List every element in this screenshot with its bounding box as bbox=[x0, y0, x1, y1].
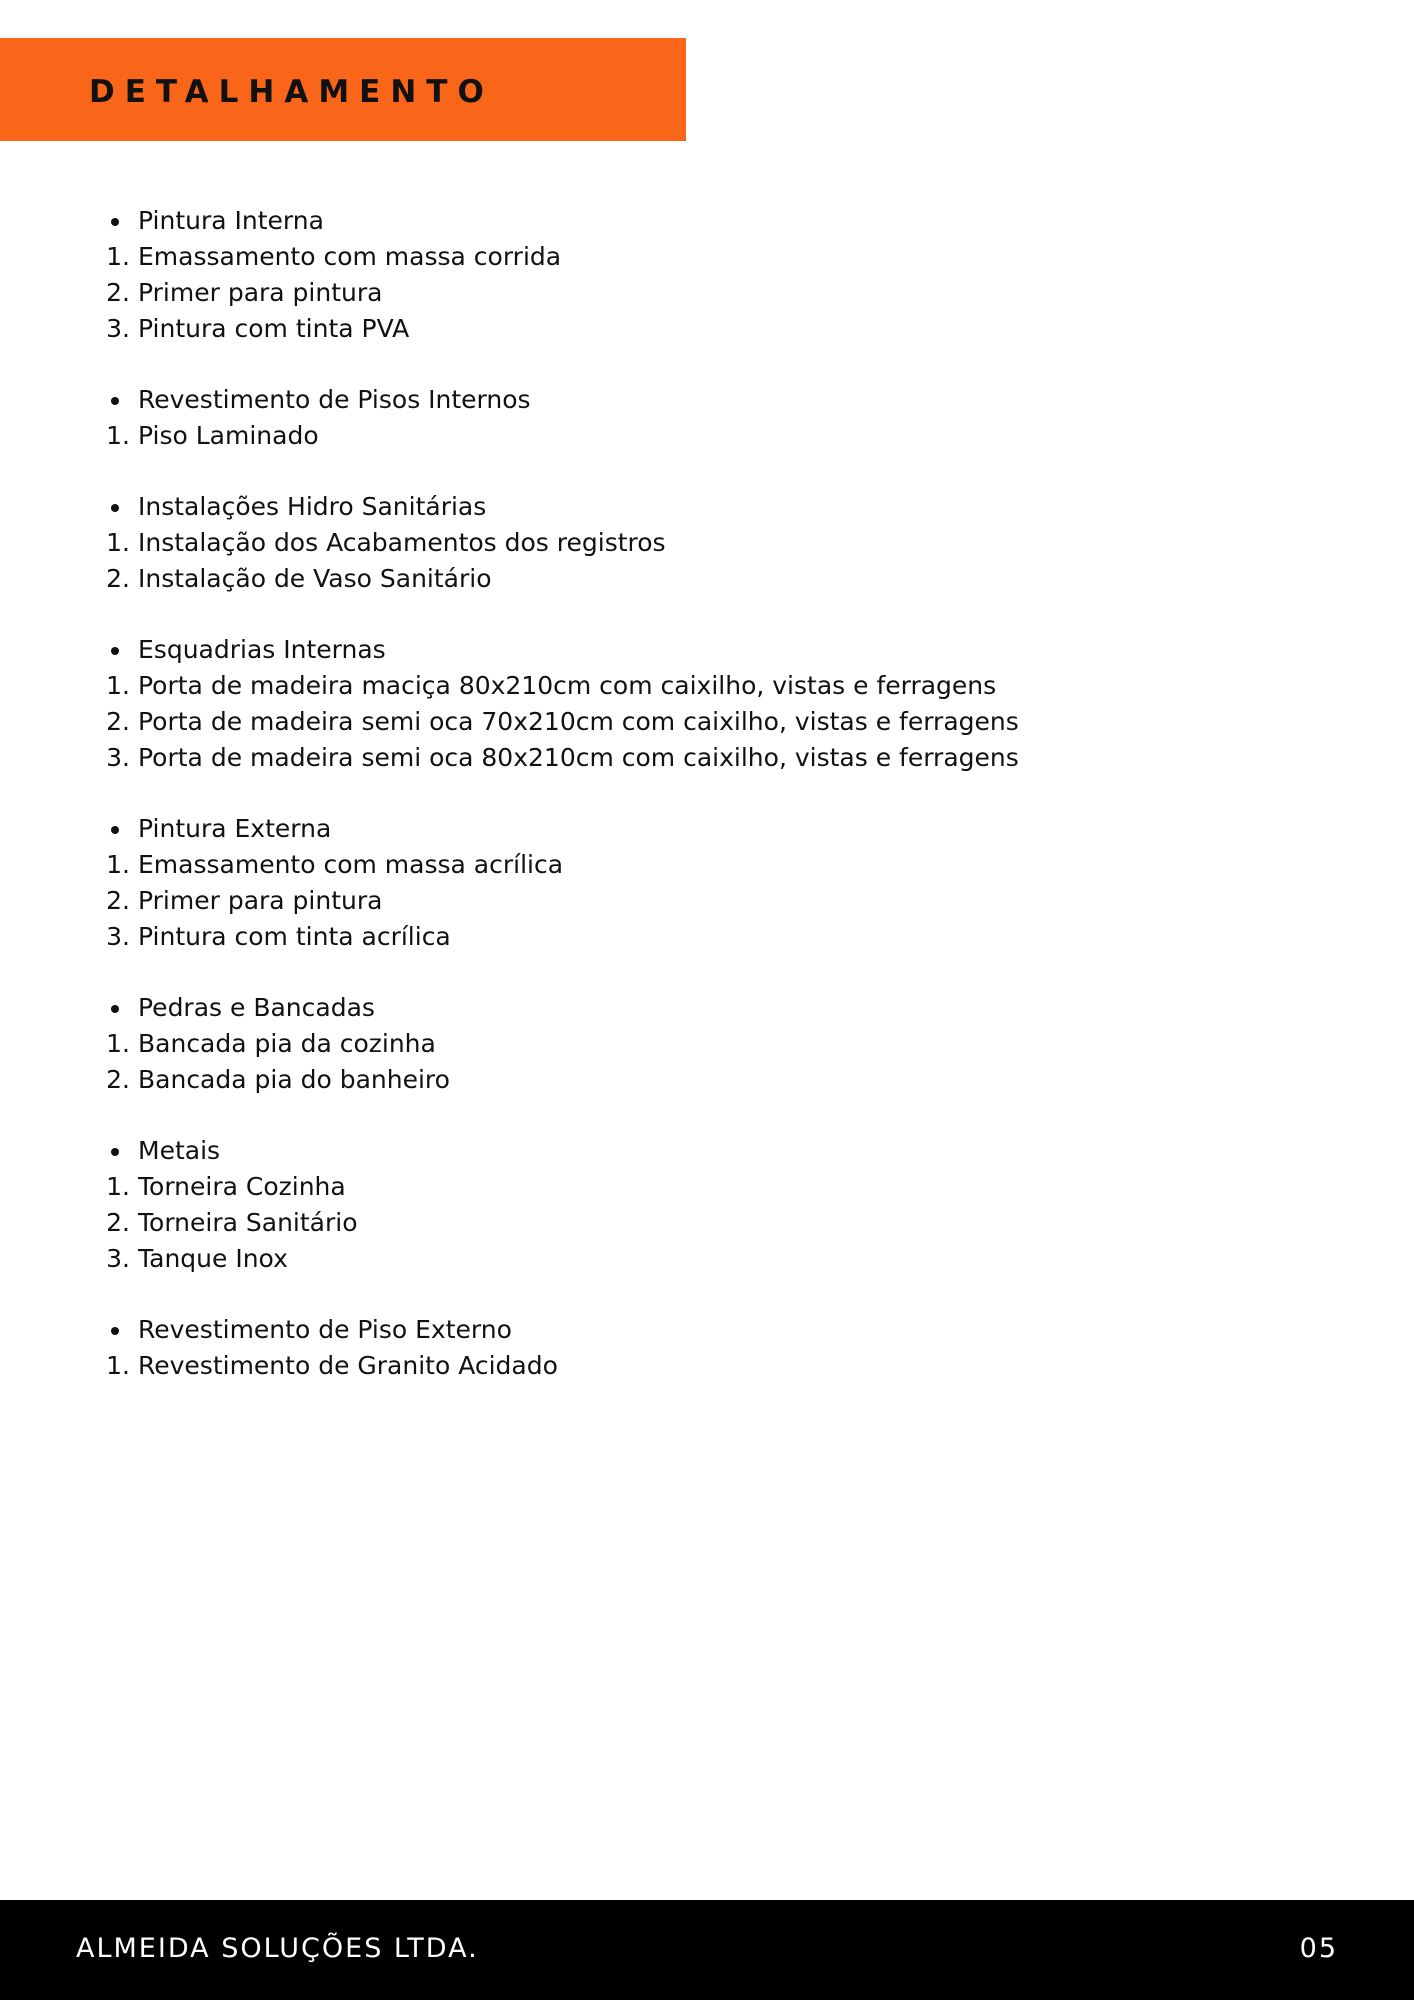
section bbox=[0, 632, 1414, 776]
list-number: 2. bbox=[106, 1208, 130, 1237]
list-number: 3. bbox=[106, 743, 130, 772]
section-title: Revestimento de Piso Externo bbox=[138, 1315, 512, 1344]
list-item-text: Bancada pia da cozinha bbox=[138, 1029, 436, 1058]
section-heading bbox=[0, 1312, 1414, 1348]
list-item bbox=[0, 1169, 1414, 1205]
bullet-icon bbox=[111, 1148, 119, 1156]
list-item bbox=[0, 311, 1414, 347]
section-heading bbox=[0, 1133, 1414, 1169]
list-number: 2. bbox=[106, 564, 130, 593]
footer-company-name: ALMEIDA SOLUÇÕES LTDA. bbox=[76, 1933, 479, 1964]
list-item-text: Pintura com tinta PVA bbox=[138, 314, 410, 343]
footer bbox=[0, 1900, 1414, 2000]
list-item bbox=[0, 1205, 1414, 1241]
list-number: 2. bbox=[106, 886, 130, 915]
list-item-text: Instalação de Vaso Sanitário bbox=[138, 564, 492, 593]
list-item-text: Torneira Sanitário bbox=[138, 1208, 358, 1237]
list-item bbox=[0, 883, 1414, 919]
section-title: Instalações Hidro Sanitárias bbox=[138, 492, 487, 521]
section-title: Pintura Interna bbox=[138, 206, 324, 235]
section bbox=[0, 382, 1414, 454]
section-heading bbox=[0, 632, 1414, 668]
bullet-icon bbox=[111, 1327, 119, 1335]
list-item-text: Revestimento de Granito Acidado bbox=[138, 1351, 558, 1380]
bullet-icon bbox=[111, 218, 119, 226]
list-item bbox=[0, 919, 1414, 955]
list-item-text: Primer para pintura bbox=[138, 886, 383, 915]
list-item-text: Piso Laminado bbox=[138, 421, 319, 450]
section bbox=[0, 203, 1414, 347]
section-heading bbox=[0, 203, 1414, 239]
list-item-text: Porta de madeira semi oca 70x210cm com caixilho, vistas e ferragens bbox=[138, 707, 1019, 736]
list-number: 1. bbox=[106, 850, 130, 879]
bullet-icon bbox=[111, 504, 119, 512]
list-number: 1. bbox=[106, 1029, 130, 1058]
section-title: Pedras e Bancadas bbox=[138, 993, 375, 1022]
list-number: 1. bbox=[106, 528, 130, 557]
list-item bbox=[0, 525, 1414, 561]
list-item bbox=[0, 847, 1414, 883]
section bbox=[0, 1133, 1414, 1277]
list-item bbox=[0, 1026, 1414, 1062]
section-heading bbox=[0, 382, 1414, 418]
bullet-icon bbox=[111, 647, 119, 655]
bullet-icon bbox=[111, 826, 119, 834]
list-number: 3. bbox=[106, 314, 130, 343]
list-item bbox=[0, 704, 1414, 740]
list-number: 2. bbox=[106, 707, 130, 736]
list-item-text: Emassamento com massa corrida bbox=[138, 242, 562, 271]
list-item-text: Bancada pia do banheiro bbox=[138, 1065, 450, 1094]
list-item-text: Porta de madeira maciça 80x210cm com caixilho, vistas e ferragens bbox=[138, 671, 997, 700]
list-number: 1. bbox=[106, 1172, 130, 1201]
list-number: 2. bbox=[106, 1065, 130, 1094]
list-number: 3. bbox=[106, 922, 130, 951]
list-item bbox=[0, 418, 1414, 454]
section-title: Metais bbox=[138, 1136, 221, 1165]
list-item bbox=[0, 668, 1414, 704]
list-number: 2. bbox=[106, 278, 130, 307]
bullet-icon bbox=[111, 1005, 119, 1013]
list-item bbox=[0, 740, 1414, 776]
list-item bbox=[0, 275, 1414, 311]
list-item-text: Emassamento com massa acrílica bbox=[138, 850, 564, 879]
list-number: 1. bbox=[106, 1351, 130, 1380]
list-item-text: Torneira Cozinha bbox=[138, 1172, 346, 1201]
section bbox=[0, 1312, 1414, 1384]
bullet-icon bbox=[111, 397, 119, 405]
detail-list bbox=[0, 203, 1414, 1419]
list-number: 1. bbox=[106, 242, 130, 271]
section-title: Revestimento de Pisos Internos bbox=[138, 385, 531, 414]
list-item-text: Primer para pintura bbox=[138, 278, 383, 307]
section-heading bbox=[0, 990, 1414, 1026]
section-heading bbox=[0, 811, 1414, 847]
list-item-text: Pintura com tinta acrílica bbox=[138, 922, 451, 951]
section bbox=[0, 990, 1414, 1098]
section-heading bbox=[0, 489, 1414, 525]
list-item bbox=[0, 561, 1414, 597]
list-number: 1. bbox=[106, 421, 130, 450]
list-item-text: Tanque Inox bbox=[138, 1244, 288, 1273]
list-number: 3. bbox=[106, 1244, 130, 1273]
page-number: 05 bbox=[1299, 1933, 1338, 1964]
list-number: 1. bbox=[106, 671, 130, 700]
section-title: Esquadrias Internas bbox=[138, 635, 386, 664]
section bbox=[0, 489, 1414, 597]
list-item-text: Porta de madeira semi oca 80x210cm com caixilho, vistas e ferragens bbox=[138, 743, 1019, 772]
page-title: DETALHAMENTO bbox=[89, 74, 494, 110]
section bbox=[0, 811, 1414, 955]
list-item bbox=[0, 1348, 1414, 1384]
list-item bbox=[0, 239, 1414, 275]
section-title: Pintura Externa bbox=[138, 814, 332, 843]
list-item bbox=[0, 1062, 1414, 1098]
list-item bbox=[0, 1241, 1414, 1277]
list-item-text: Instalação dos Acabamentos dos registros bbox=[138, 528, 666, 557]
